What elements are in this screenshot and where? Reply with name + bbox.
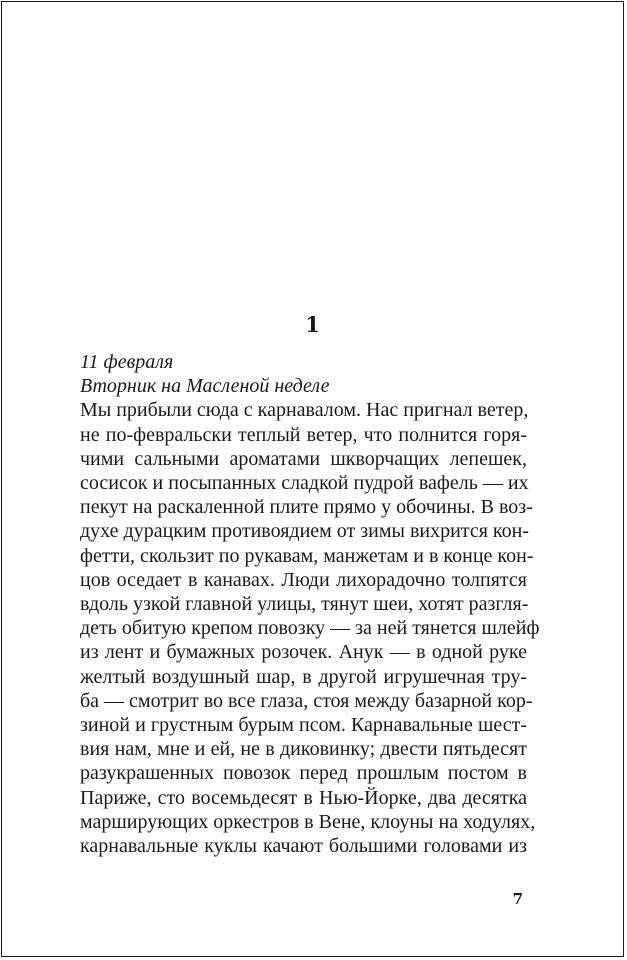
- text-line: зиной и грустным бурым псом. Карнавальные шест-: [80, 714, 527, 737]
- text-line: вия нам, мне и ей, не в диковинку; двести пятьдесят: [80, 738, 527, 761]
- text-line: Мы прибыли сюда с карнавалом. Нас пригнал ветер,: [80, 399, 529, 422]
- text-line: духе дурацким противоядием от зимы вихрится кон-: [80, 520, 529, 543]
- entry-date: 11 февраля: [80, 351, 174, 373]
- text-line: карнавальные куклы качают большими головами из: [80, 835, 527, 858]
- text-line: из лент и бумажных розочек. Анук — в одной руке: [80, 641, 527, 664]
- text-line: не по-февральски теплый ветер, что полнится горя-: [80, 423, 527, 446]
- entry-subtitle: Вторник на Масленой неделе: [80, 375, 330, 398]
- text-line: фетти, скользит по рукавам, манжетам и в конце кон-: [80, 544, 534, 567]
- text-line: деть обитую крепом повозку — за ней тянется шлейф: [80, 617, 540, 640]
- text-line: пекут на раскаленной плите прямо у обочины. В воз-: [80, 496, 533, 519]
- text-line: сосисок и посыпанных сладкой пудрой вафель — их: [80, 472, 529, 495]
- text-line: цов оседает в канавах. Люди лихорадочно толпятся: [80, 568, 527, 591]
- text-line: вдоль узкой главной улицы, тянут шеи, хотят разгля-: [80, 593, 529, 616]
- chapter-number: 1: [305, 312, 320, 337]
- text-line: Париже, сто восемьдесят в Нью-Йорке, два десятка: [80, 786, 527, 809]
- text-line: марширующих оркестров в Вене, клоуны на ходулях,: [80, 810, 536, 833]
- text-line: желтый воздушный шар, в другой игрушечная тру-: [80, 665, 527, 688]
- book-page: [1, 1, 624, 957]
- text-line: чими сальными ароматами шкворчащих лепешек,: [80, 447, 527, 470]
- text-line: ба — смотрит во все глаза, стоя между базарной кор-: [80, 689, 533, 712]
- chapter-text: [80, 350, 540, 858]
- page-number: 7: [512, 890, 523, 908]
- text-line: разукрашенных повозок перед прошлым постом в: [80, 762, 527, 785]
